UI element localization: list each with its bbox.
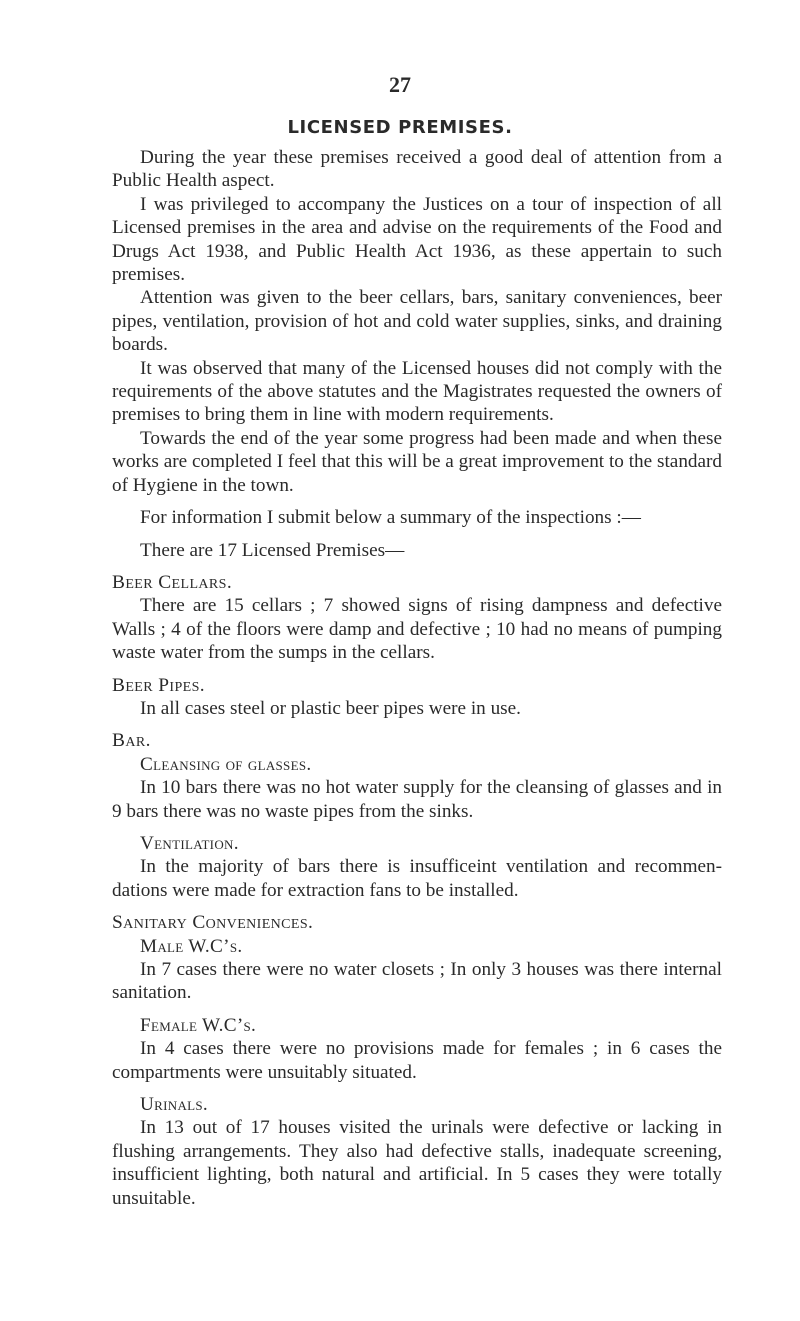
paragraph: It was observed that many of the Licensed houses did not comply with the requirements of the above statutes and the Magistrates requested the owners of premises to bring them in line with modern requirements. (112, 357, 722, 426)
ventilation-text: In the majority of bars there is insufficeint ventilation and recommen- dations were made for extraction fans to be installed. (112, 856, 722, 901)
beer-pipes-heading: Beer Pipes. (112, 674, 206, 696)
beer-cellars-text: There are 15 cellars ; 7 showed signs of rising dampness and defective Walls ; 4 of the floors were damp and defective ; 10 had no means of pumping waste water from the sumps in the cellars. (112, 595, 722, 664)
summary-intro: For information I submit below a summary of the inspections :— (140, 507, 641, 529)
document-body (112, 146, 722, 1210)
female-wc-heading: Female W.C’s. (140, 1014, 257, 1036)
sanitary-heading: Sanitary Conveniences. (112, 912, 314, 934)
paragraph: During the year these premises received a good deal of attention from a Public Health aspect. (112, 147, 722, 192)
urinals-text: In 13 out of 17 houses visited the urinals were defective or lacking in flushing arrangements. They also had defective stalls, inadequate screening, insufficient lighting, both natural and artificial. In 5 cases they were totally unsuitable. (112, 1117, 722, 1209)
cleansing-text: In 10 bars there was no hot water supply for the cleansing of glasses and in 9 bars there was no waste pipes from the sinks. (112, 777, 722, 822)
count-line: There are 17 Licensed Premises— (140, 539, 405, 561)
section-title: LICENSED PREMISES. (287, 117, 513, 138)
paragraph: I was privileged to accompany the Justices on a tour of inspection of all Licensed premises in the area and advise on the requirements of the Food and Drugs Act 1938, and Public Health Act 1936, as these appertain to such premises. (112, 193, 722, 286)
beer-pipes-text: In all cases steel or plastic beer pipes were in use. (140, 697, 521, 719)
male-wc-text: In 7 cases there were no water closets ; In only 3 houses was there internal sanitation. (112, 959, 722, 1004)
ventilation-heading: Ventilation. (140, 832, 239, 854)
beer-cellars-heading: Beer Cellars. (112, 571, 233, 593)
page-number: 27 (389, 72, 411, 97)
paragraph: Attention was given to the beer cellars, bars, sanitary conveniences, beer pipes, ventilation, provision of hot and cold water supplies, sinks, and draining boards. (112, 287, 722, 356)
cleansing-heading: Cleansing of glasses. (140, 753, 312, 775)
female-wc-text: In 4 cases there were no provisions made for females ; in 6 cases the compartments were unsuitably situated. (112, 1038, 722, 1083)
bar-heading: Bar. (112, 730, 151, 752)
paragraph: Towards the end of the year some progress had been made and when these works are completed I feel that this will be a great improvement to the standard of Hygiene in the town. (112, 427, 722, 496)
urinals-heading: Urinals. (140, 1094, 209, 1116)
male-wc-heading: Male W.C’s. (140, 935, 243, 957)
